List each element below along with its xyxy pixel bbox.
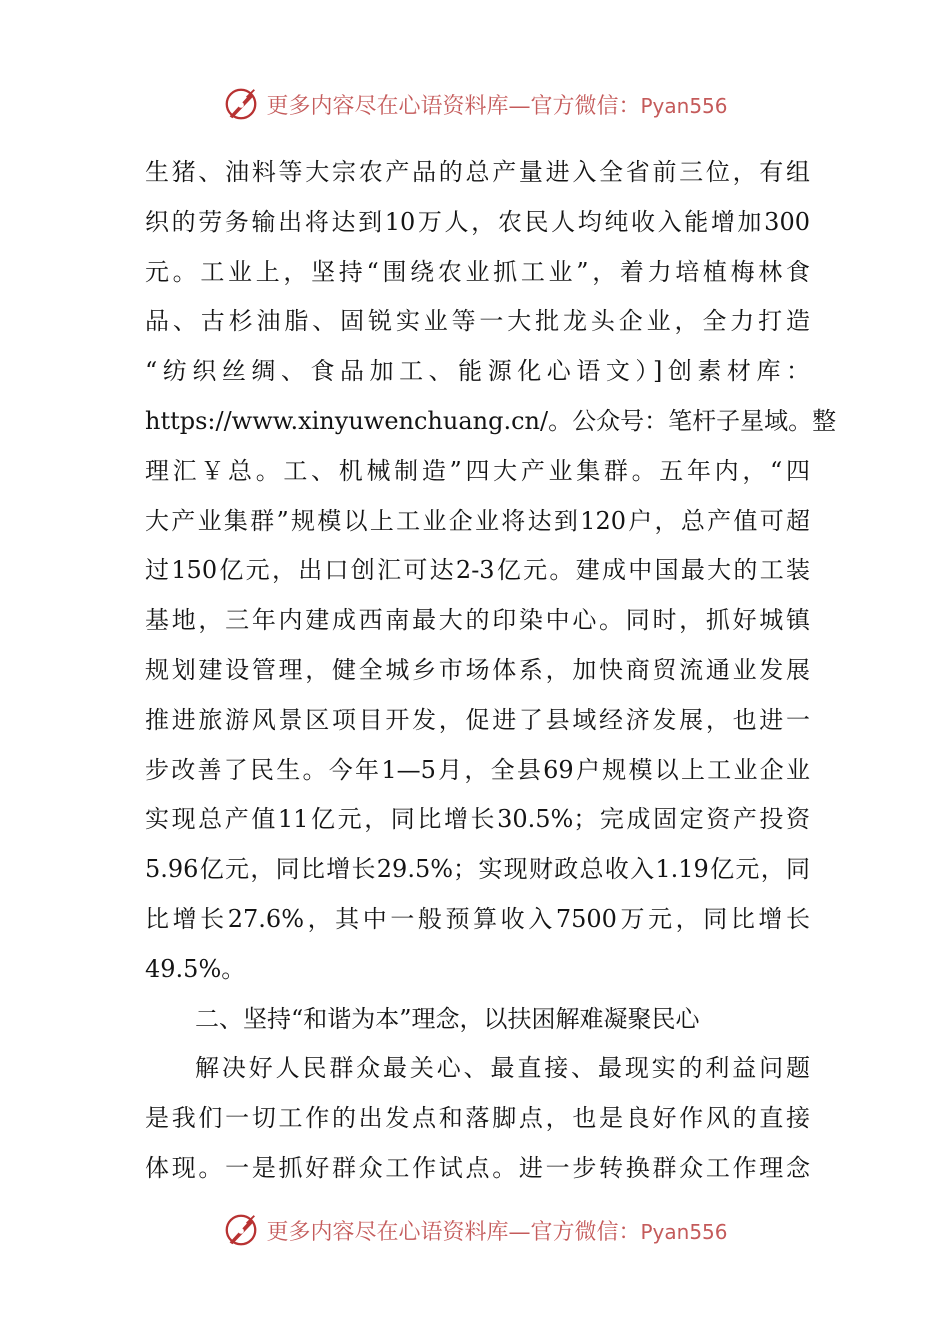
watermark-text: 更多内容尽在心语资料库—官方微信：Pyan556 bbox=[266, 1219, 728, 1245]
text-line: 织的劳务输出将达到10万人，农民人均纯收入能增加300 bbox=[145, 207, 810, 236]
text-line: 步改善了民生。今年1—5月，全县69户规模以上工业企业 bbox=[145, 755, 810, 784]
pen-logo-icon bbox=[222, 1211, 260, 1249]
text-line: 5.96亿元，同比增长29.5%；实现财政总收入1.19亿元，同 bbox=[145, 855, 810, 884]
text-line: https://www.xinyuwenchuang.cn/。公众号：笔杆子星域。整 bbox=[145, 406, 837, 435]
text-line: 实现总产值11亿元，同比增长30.5%；完成固定资产投资 bbox=[145, 805, 810, 834]
text-line: 基地，三年内建成西南最大的印染中心。同时，抓好城镇 bbox=[145, 606, 810, 635]
text-line: 体现。一是抓好群众工作试点。进一步转换群众工作理念 bbox=[145, 1153, 810, 1182]
text-line: 元。工业上，坚持“围绕农业抓工业”，着力培植梅林食 bbox=[145, 257, 810, 286]
text-line: 过150亿元，出口创汇可达2-3亿元。建成中国最大的工装 bbox=[145, 556, 810, 585]
document-body bbox=[145, 148, 837, 1194]
text-line: 是我们一切工作的出发点和落脚点，也是良好作风的直接 bbox=[145, 1104, 810, 1133]
header-watermark bbox=[0, 82, 950, 126]
text-line: 规划建设管理，健全城乡市场体系，加快商贸流通业发展 bbox=[145, 655, 810, 684]
text-line: 大产业集群”规模以上工业企业将达到120户，总产值可超 bbox=[145, 506, 810, 535]
text-line: 品、古杉油脂、固锐实业等一大批龙头企业，全力打造 bbox=[145, 307, 810, 336]
text-line: 生猪、油料等大宗农产品的总产量进入全省前三位，有组 bbox=[145, 158, 810, 186]
text-line: 理汇￥总。工、机械制造”四大产业集群。五年内，“四 bbox=[145, 456, 810, 485]
text-line: 比增长27.6%，其中一般预算收入7500万元，同比增长 bbox=[145, 904, 810, 933]
section-heading: 二、坚持“和谐为本”理念，以扶困解难凝聚民心 bbox=[195, 1004, 700, 1033]
text-line: “纺织丝绸、食品加工、能源化心语文）]创素材库： bbox=[145, 357, 810, 386]
text-line: 推进旅游风景区项目开发，促进了县域经济发展，也进一 bbox=[145, 705, 810, 734]
text-line: 解决好人民群众最关心、最直接、最现实的利益问题 bbox=[195, 1054, 810, 1083]
footer-watermark bbox=[0, 1208, 950, 1252]
watermark-text: 更多内容尽在心语资料库—官方微信：Pyan556 bbox=[266, 93, 728, 119]
text-line: 49.5%。 bbox=[145, 954, 246, 983]
pen-logo-icon bbox=[222, 85, 260, 123]
